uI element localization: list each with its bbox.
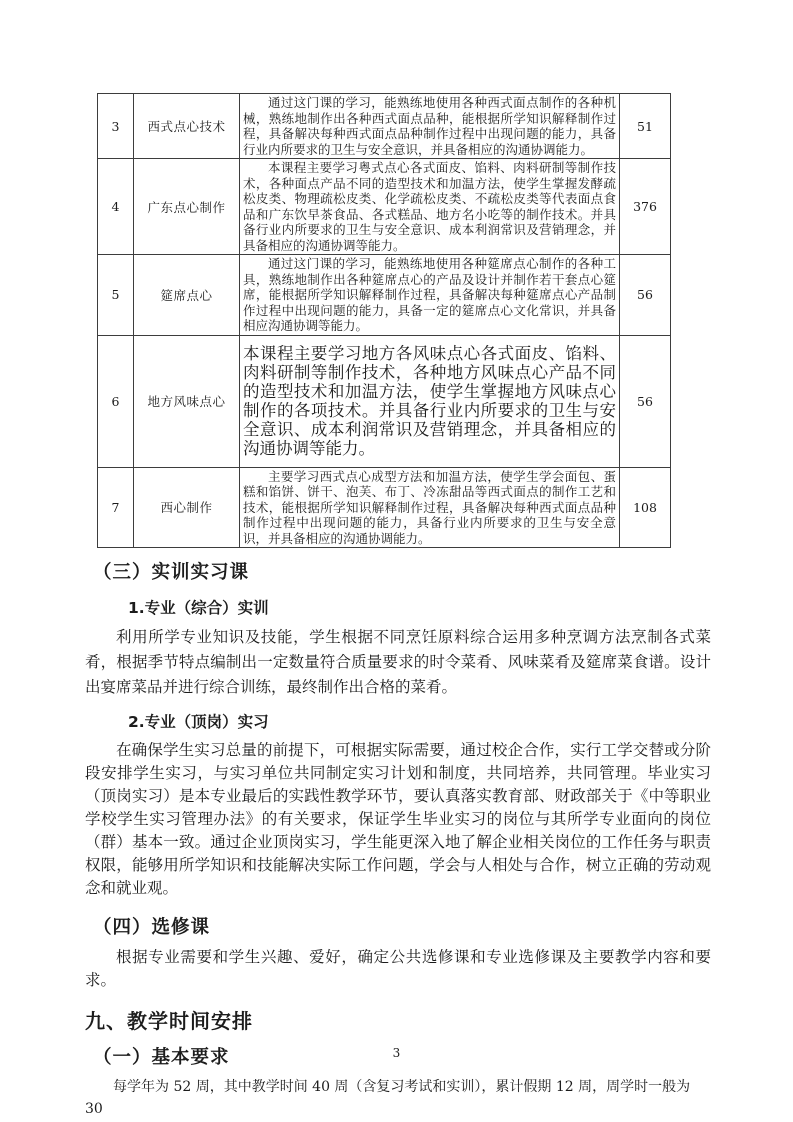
paragraph-internship: 在确保学生实习总量的前提下，可根据实际需要，通过校企合作，实行工学交替或分阶段安排学生实习，与实习单位共同制定实习计划和制度，共同培养，共同管理。毕业实习（顶岗实习）是本专业最后的实践性教学环节，要认真落实教育部、财政部关于《中等职业学校学生实习管理办法》的有关要求，保证学生毕业实习的岗位与其所学专业面向的岗位（群）基本一致。通过企业顶岗实习，学生能更深入地了解企业相关岗位的工作任务与职责权限，能够用所学知识和技能解决实际工作问题，学会与人相处与合作，树立正确的劳动观念和就业观。 [85, 741, 711, 897]
course-hours: 376 [620, 159, 671, 255]
section-heading-electives: （四）选修课 [93, 917, 211, 938]
table-row [98, 94, 671, 159]
course-hours: 56 [620, 255, 671, 336]
course-description: 主要学习西式点心成型方法和加温方法，使学生学会面包、蛋糕和馅饼、饼干、泡芙、布丁、冷冻甜品等西式面点的制作工艺和技术，能根据所学知识解释制作过程，具备解决每种西式面点品种制作过程中出现问题的能力，具备行业内所要求的卫生与安全意识，并具备相应的沟通协调能力。 [240, 467, 620, 548]
course-table [97, 93, 671, 548]
page-number: 3 [392, 1046, 401, 1060]
course-name: 西式点心技术 [134, 94, 240, 159]
course-name: 广东点心制作 [134, 159, 240, 255]
paragraph-basic-requirements: 每学年为 52 周，其中教学时间 40 周（含复习考试和实训），累计假期 12 周，周学时一般为 30 [85, 1079, 691, 1117]
table-row [98, 335, 671, 467]
course-hours: 56 [620, 335, 671, 467]
body-sections [85, 558, 711, 1120]
row-number: 5 [98, 255, 134, 336]
course-description: 本课程主要学习地方各风味点心各式面皮、馅料、肉料研制等制作技术，各种地方风味点心产品不同的造型技术和加温方法，使学生掌握地方风味点心制作的各项技术。并具备行业内所要求的卫生与安全意识、成本利润常识及营销理念，并具备相应的沟通协调等能力。 [240, 335, 620, 467]
course-hours: 51 [620, 94, 671, 159]
row-number: 3 [98, 94, 134, 159]
row-number: 7 [98, 467, 134, 548]
paragraph-comprehensive-training: 利用所学专业知识及技能，学生根据不同烹饪原料综合运用多种烹调方法烹制各式菜肴，根据季节特点编制出一定数量符合质量要求的时令菜肴、风味菜肴及筵席菜食谱。设计出宴席菜品并进行综合训练，最终制作出合格的菜肴。 [85, 628, 711, 696]
course-description: 通过这门课的学习，能熟练地使用各种筵席点心制作的各种工具，熟练地制作出各种筵席点心的产品及设计并制作若干套点心筵席，能根据所学知识解释制作过程，具备解决每种筵席点心产品制作过程中出现问题的能力，具备一定的筵席点心文化常识，并具备相应沟通协调等能力。 [240, 255, 620, 336]
table-row [98, 159, 671, 255]
course-description: 通过这门课的学习，能熟练地使用各种西式面点制作的各种机械，熟练地制作出各种西式面点品种，能根据所学知识解释制作过程，具备解决每种西式面点品种制作过程中出现问题的能力，具备行业内所要求的卫生与安全意识，并具备相应的沟通协调能力。 [240, 94, 620, 159]
course-description: 本课程主要学习粤式点心各式面皮、馅料、肉料研制等制作技术，各种面点产品不同的造型技术和加温方法，使学生掌握发酵疏松皮类、物理疏松皮类、化学疏松皮类、不疏松皮类等代表面点食品和广东饮早茶食品、各式糕品、地方名小吃等的制作技术。并具备行业内所要求的卫生与安全意识、成本利润常识及营销理念，并具备相应的沟通协调等能力。 [240, 159, 620, 255]
course-name: 筵席点心 [134, 255, 240, 336]
course-hours: 108 [620, 467, 671, 548]
paragraph-electives: 根据专业需要和学生兴趣、爱好，确定公共选修课和专业选修课及主要教学内容和要求。 [85, 948, 711, 989]
section-heading-basic-requirements: （一）基本要求 [93, 1047, 230, 1068]
course-name: 西心制作 [134, 467, 240, 548]
table-row [98, 255, 671, 336]
chapter-heading-teaching-time: 九、教学时间安排 [85, 1009, 253, 1033]
row-number: 6 [98, 335, 134, 467]
course-name: 地方风味点心 [134, 335, 240, 467]
table-row [98, 467, 671, 548]
subsection-heading-comprehensive-training: 1.专业（综合）实训 [128, 599, 269, 617]
row-number: 4 [98, 159, 134, 255]
section-heading-practical-training: （三）实训实习课 [93, 562, 250, 583]
subsection-heading-internship: 2.专业（顶岗）实习 [128, 713, 269, 731]
